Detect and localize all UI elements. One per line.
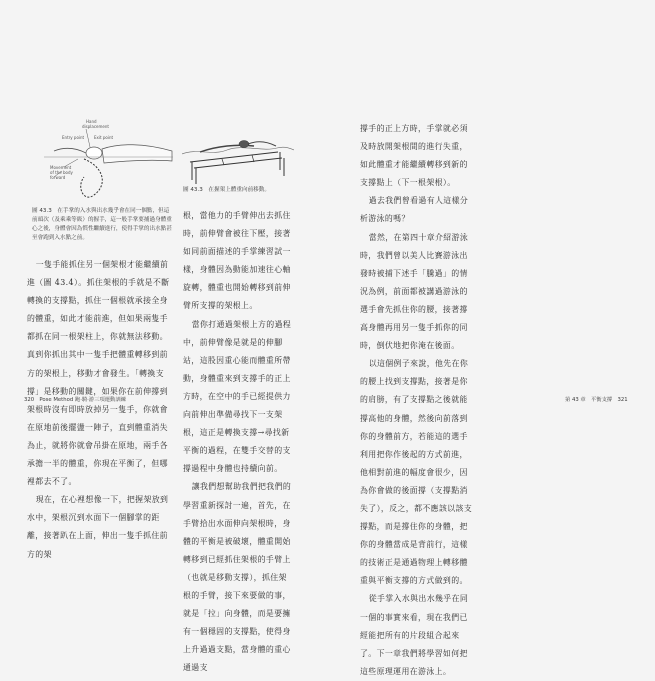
swimmer-illustration bbox=[24, 107, 173, 207]
label-hand: Hand bbox=[86, 119, 97, 124]
paragraph: 從手掌入水與出水幾乎在同一個的事實來看，現在我們已經能把所有的片段組合起來了。下一章我們將學習如何把這些原理運用在游泳上。 bbox=[360, 594, 469, 676]
page-footer-left: 320 Pose Method 跑‧騎‧游三項運動訓練 bbox=[24, 397, 126, 403]
paragraph: 以這個例子來說，他先在你的腰上找到支撐點，接著是你的肩膀，有了支撐點之後就能撐高他的身體，然後向前落到你的身體前方，若能這的選手利用把你作後起的方式前進，他相對前進的幅度會很少，因為你會做的後面撐（支撐點消失了），反之，都不應該以該支撐點，而是撐住你的身體，把你的身體當成是背前行，這樣的技術正是通過物理上轉移體重與平衡支撐的方式做到的。 bbox=[360, 359, 473, 586]
figure-monkey-bars bbox=[182, 134, 294, 184]
label-movement: Movement bbox=[50, 165, 72, 170]
paragraph: 當然，在第四十章介紹游泳時，我們曾以美人比賽游泳出發時被捕下述手「騰過」的情況為例，前面都被講過游泳的選手會先抓住你的腰，接著撐高身體再用另一隻手抓你的同時，倒伏地把你淹在後面。 bbox=[360, 232, 469, 351]
paragraph: 撐手的正上方時，手掌就必須及時放開架根間的進行失重，如此體重才能繼續轉移到新的支撐點上（下一根架根）。 bbox=[360, 124, 468, 188]
label-displacement: displacement bbox=[82, 124, 109, 129]
paragraph: 當你打通過架根上方的過程中，前伸臂像是就是的伸腳站，這股因重心能而體重所帶動，身體重來到支撐手的正上方時，在空中的手已經提供力向前伸出準備尋找下一支架根，這正是轉換支撐→尋找新平衡的過程，在雙手交替的支撐過程中身體也持續向前。 bbox=[183, 319, 292, 474]
figure-right-caption: 圖 43.3 在握架上體重向前移動。 bbox=[183, 187, 270, 193]
text-column-middle bbox=[183, 207, 295, 677]
paragraph: 讓我們想幫助我們把我們的學習重新探討一遍，首先，在手臂拾出水面伸向架根時，身體的平衡是被破壞，體重開始轉移到已經抓住架根的手臂上（也就是移動支撐），抓住架根的手臂，接下來要做的事，就是「拉」向身體，而是要擁有一個穩固的支撐點，使得身上升過過支點，當身體的重心通過支 bbox=[183, 482, 292, 673]
paragraph: 過去我們曾看過有人這樣分析游泳的嗎？ bbox=[360, 196, 469, 224]
paragraph: 一隻手能抓住另一個架根才能繼續前進（圖 43.4）。抓住架根的手就是不斷轉換的支撐點，抓住一個根就承接全身的體重，如此才能前進，但如果兩隻手都抓在同一根架柱上，你就無法移動。真到你抓出其中一隻手把體重轉移到前方的架根上，移動才會發生。「轉換支撐」是移動的關鍵，如果你在前伸撐到架根時沒有即時放掉另一隻手，你就會在原地前後擺盪一陣子，直到體重消失為止，就將你就會吊掛在原地，兩手各承擔一半的體重，你現在平衡了，但哪裡都去不了。 bbox=[27, 260, 170, 487]
label-entry-point: Entry point bbox=[62, 135, 85, 140]
label-forward: forward bbox=[50, 175, 66, 180]
label-exit-point: Exit point bbox=[94, 135, 114, 140]
label-of-the-body: of the body bbox=[50, 170, 73, 175]
page-footer-right: 第 43 章 平衡支撐 321 bbox=[565, 397, 628, 403]
text-column-left bbox=[27, 256, 175, 564]
figure-left-caption: 圖 43.3 在手掌的入水與出水幾乎會在同一個點，但這前頭次（及乘乘等級）的握手，這一般手掌要捕過身體重心之後，身體會因為慣性繼續進行，使得手掌的出水點甚至會跑到入水點之前。 bbox=[32, 208, 172, 241]
paragraph: 現在，在心裡想像一下，把握架放到水中，架根沉到水面下一個腳掌的距離，接著趴在上面，伸出一隻手抓住前方的架 bbox=[27, 495, 169, 559]
text-column-right bbox=[360, 120, 476, 681]
paragraph: 根，當他力的手臂伸出去抓住時，前伸臂會被往下壓，接著如同前面描述的手掌練習試一樣，身體因為動能加速往心軸旋轉，體重也開始轉移到前伸臂所支撐的架根上。 bbox=[183, 211, 291, 311]
